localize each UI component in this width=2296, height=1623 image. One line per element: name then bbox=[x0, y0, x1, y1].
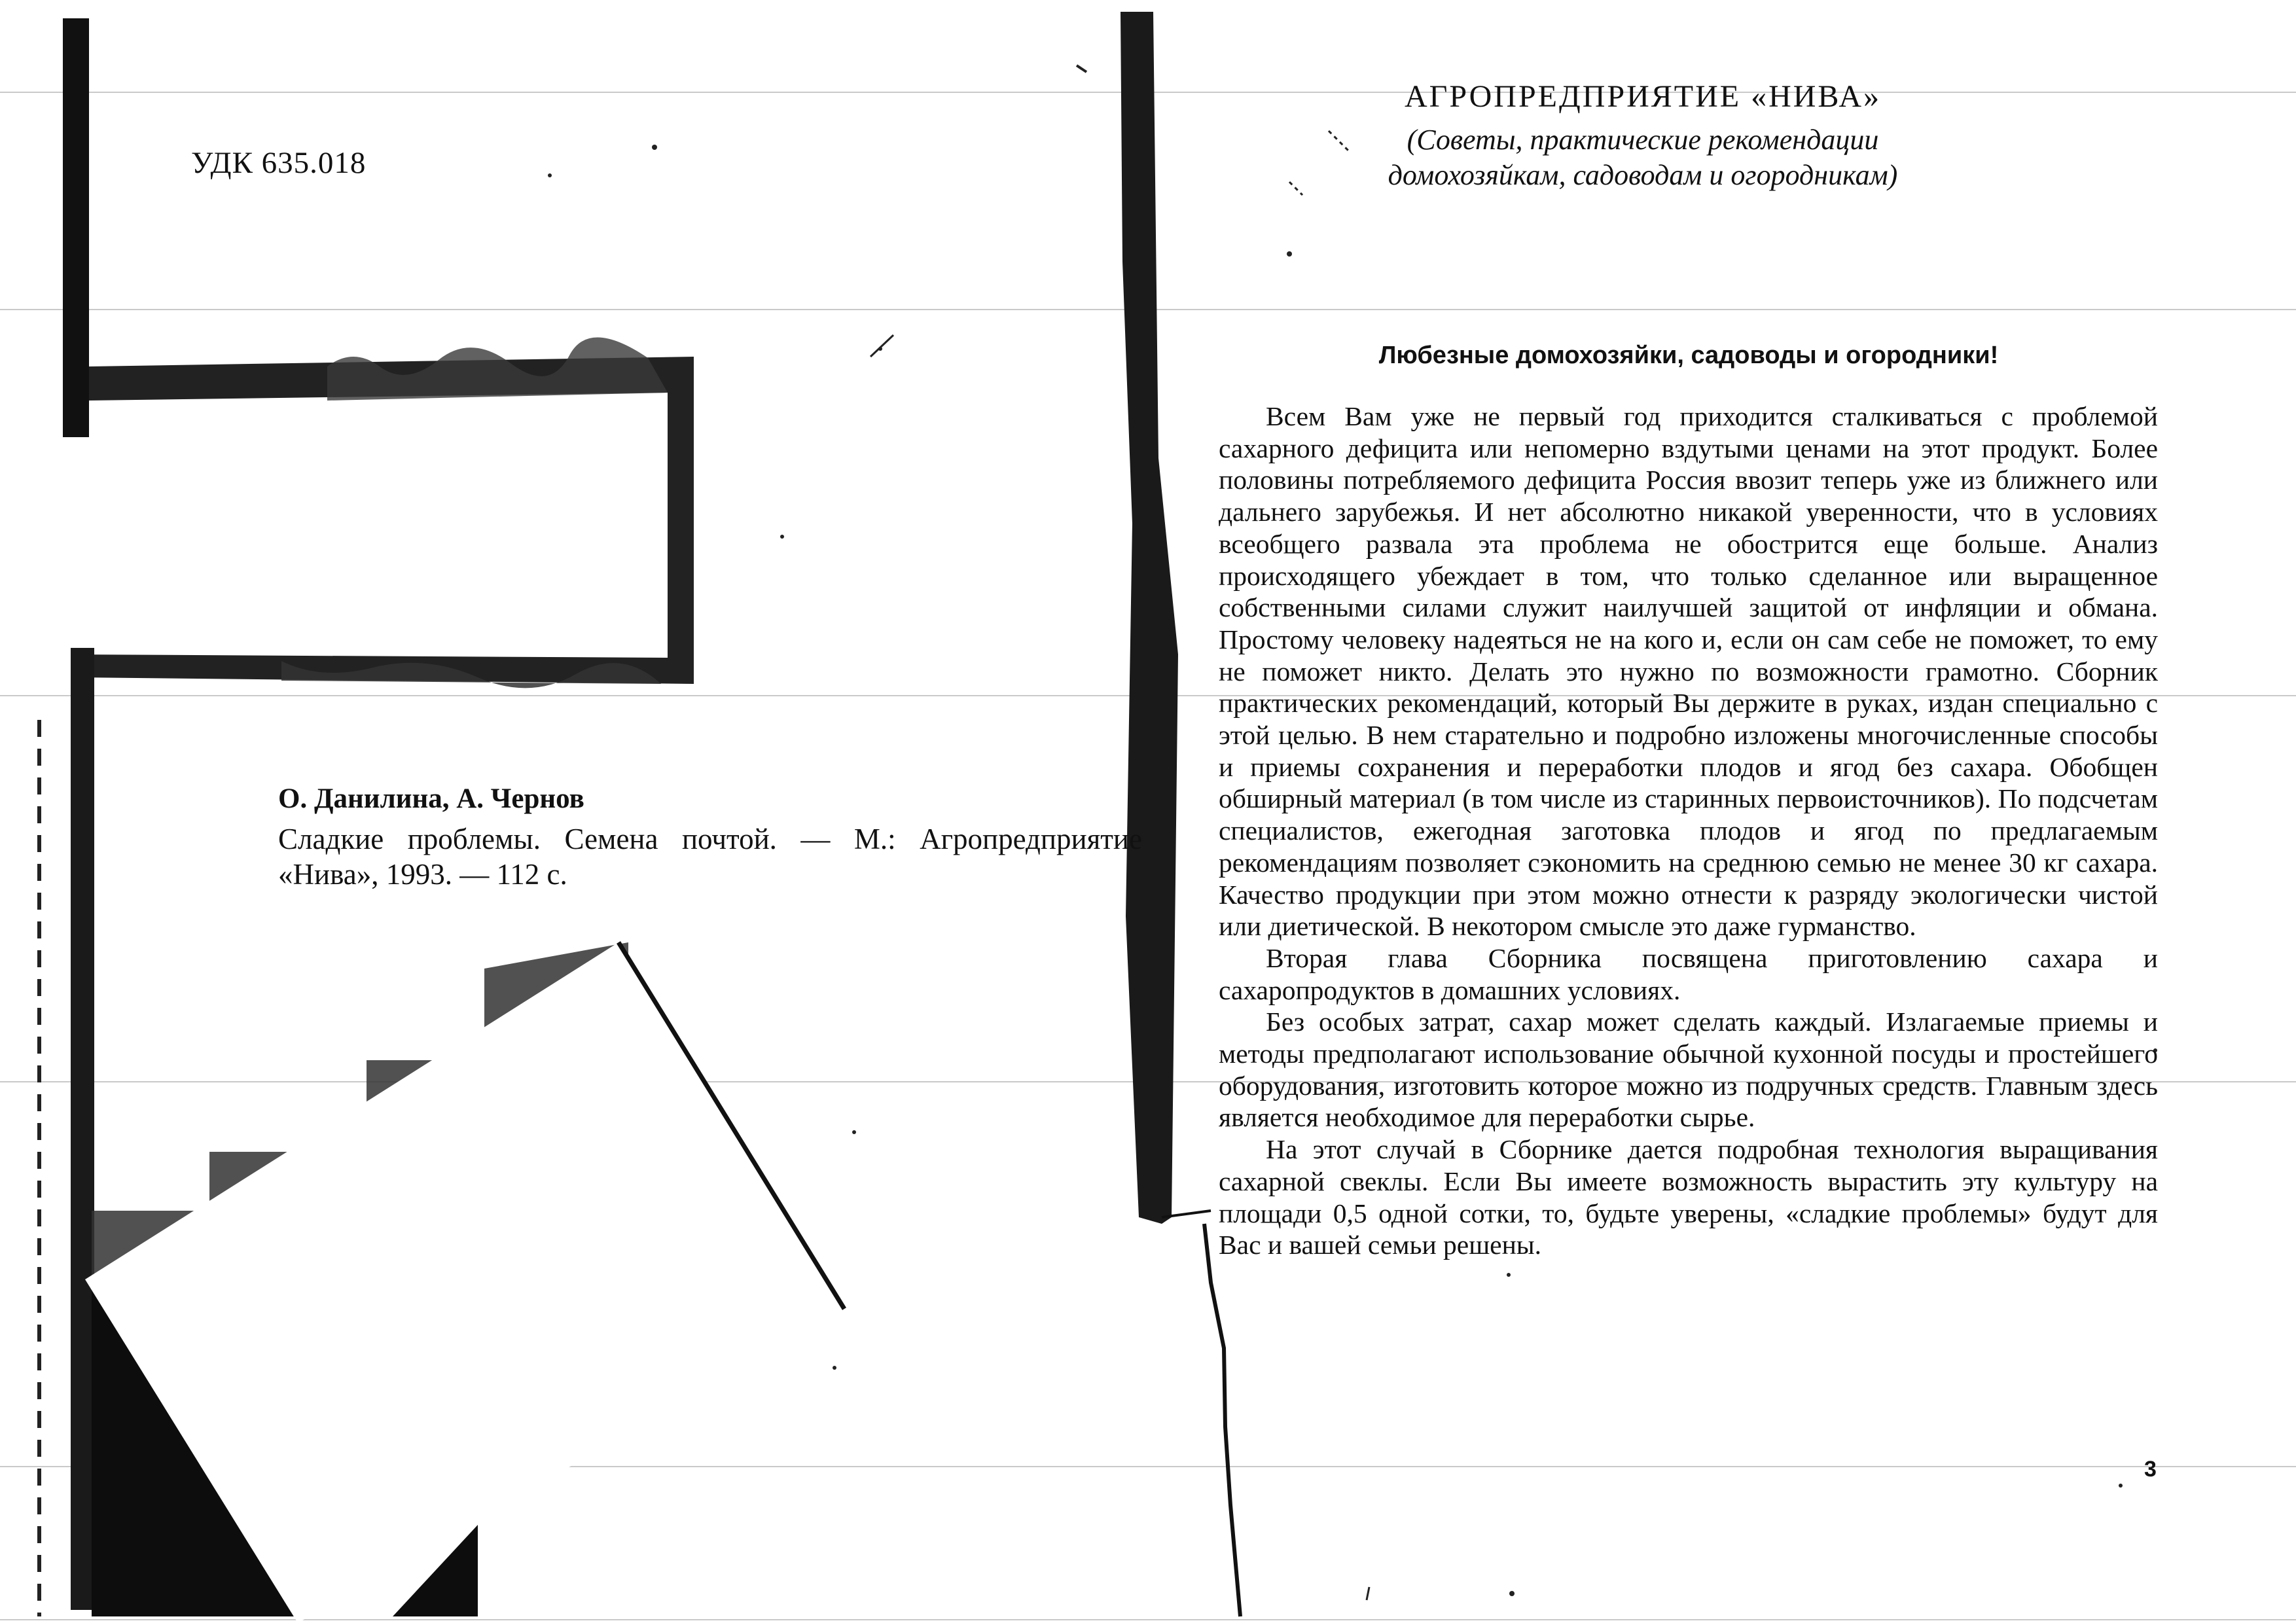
page-number: 3 bbox=[2144, 1457, 2157, 1482]
paragraph: На этот случай в Сборнике дается подробная технология выращивания сахарной свеклы. Если Вы имеете возможность вырастить эту культуру на площади 0,5 одной сотки, то, будьте уверены, «сладкие проблемы» будут для Вас и вашей семьи решены. bbox=[1219, 1134, 2158, 1260]
scan-scratch bbox=[870, 335, 893, 357]
authors: О. Данилина, А. Чернов bbox=[278, 783, 584, 814]
preface-body bbox=[1219, 401, 2158, 1261]
scan-speck bbox=[833, 1366, 836, 1370]
scan-speck bbox=[1509, 1591, 1515, 1596]
bibliography-line: Сладкие проблемы. Семена почтой. — М.: Агропредприятие bbox=[278, 823, 1142, 855]
paragraph: Всем Вам уже не первый год приходится сталкиваться с проблемой сахарного дефицита или непомерно вздутыми ценами на этот продукт. Более половины потребляемого дефицита Россия ввозит теперь уже из ближнего или дальнего зарубежья. И нет абсолютно никакой уверенности, что в условиях всеобщего развала эта проблема не обострится еще больше. Анализ происходящего убеждает в том, что только сделанное или выращенное собственными силами служит наилучшей защитой от инфляции и обмана. Простому человеку надеяться не на кого и, если он сам себе не поможет, то ему не поможет никто. Делать это нужно по возможности грамотно. Сборник практических рекомендаций, который Вы держите в руках, издан специально с этой целью. В нем старательно и подробно изложены многочисленные способы и приемы сохранения и переработки плодов и ягод без сахара. Обобщен обширный материал (в том числе из старинных первоисточников). По подсчетам специалистов, ежегодная заготовка плодов и ягод по предлагаемым рекомендациям позволяет сэкономить на среднюю семью не менее 30 кг сахара. Качество продукции при этом можно отнести к разряду экологически чистой или диетической. В некотором смысле это даже гурманство. bbox=[1219, 401, 2158, 942]
scan-speck bbox=[852, 1130, 856, 1134]
publisher-subtitle-line: домохозяйкам, садоводам и огородникам) bbox=[1388, 159, 1898, 191]
paragraph: Без особых затрат, сахар может сделать каждый. Излагаемые приемы и методы предполагают использование обычной кухонной посуды и простейшего оборудования, изготовить которое можно из подручных средств. Главным здесь является необходимое для переработки сырье. bbox=[1219, 1007, 2158, 1133]
paragraph: Вторая глава Сборника посвящена приготовлению сахара и сахаропродуктов в домашних условиях. bbox=[1219, 942, 2158, 1005]
bibliographic-entry bbox=[278, 821, 1142, 892]
publisher-header bbox=[1257, 79, 2029, 193]
scan-speck bbox=[548, 173, 552, 177]
scan-spine-crack bbox=[1204, 1224, 1240, 1616]
bibliography-line: «Нива», 1993. — 112 с. bbox=[278, 858, 567, 891]
scan-speck bbox=[2119, 1484, 2123, 1488]
scan-bar bbox=[63, 18, 89, 437]
scan-speck bbox=[652, 145, 657, 150]
scan-bracket bbox=[72, 357, 694, 684]
udk-code: УДК 635.018 bbox=[191, 146, 367, 180]
scan-bracket-edge bbox=[327, 337, 668, 401]
scan-scratch bbox=[1077, 65, 1086, 72]
scan-speck bbox=[1507, 1273, 1511, 1277]
scan-spine bbox=[1121, 12, 1178, 1224]
scan-bar bbox=[71, 648, 94, 1610]
publisher-title: АГРОПРЕДПРИЯТИЕ «НИВА» bbox=[1404, 79, 1882, 114]
scan-scratch bbox=[1367, 1587, 1369, 1600]
scan-speck bbox=[1287, 251, 1292, 257]
publisher-subtitle-line: (Советы, практические рекомендации bbox=[1407, 124, 1879, 156]
scan-speck bbox=[780, 535, 784, 539]
greeting-heading: Любезные домохозяйки, садоводы и огородники! bbox=[1378, 342, 1999, 369]
